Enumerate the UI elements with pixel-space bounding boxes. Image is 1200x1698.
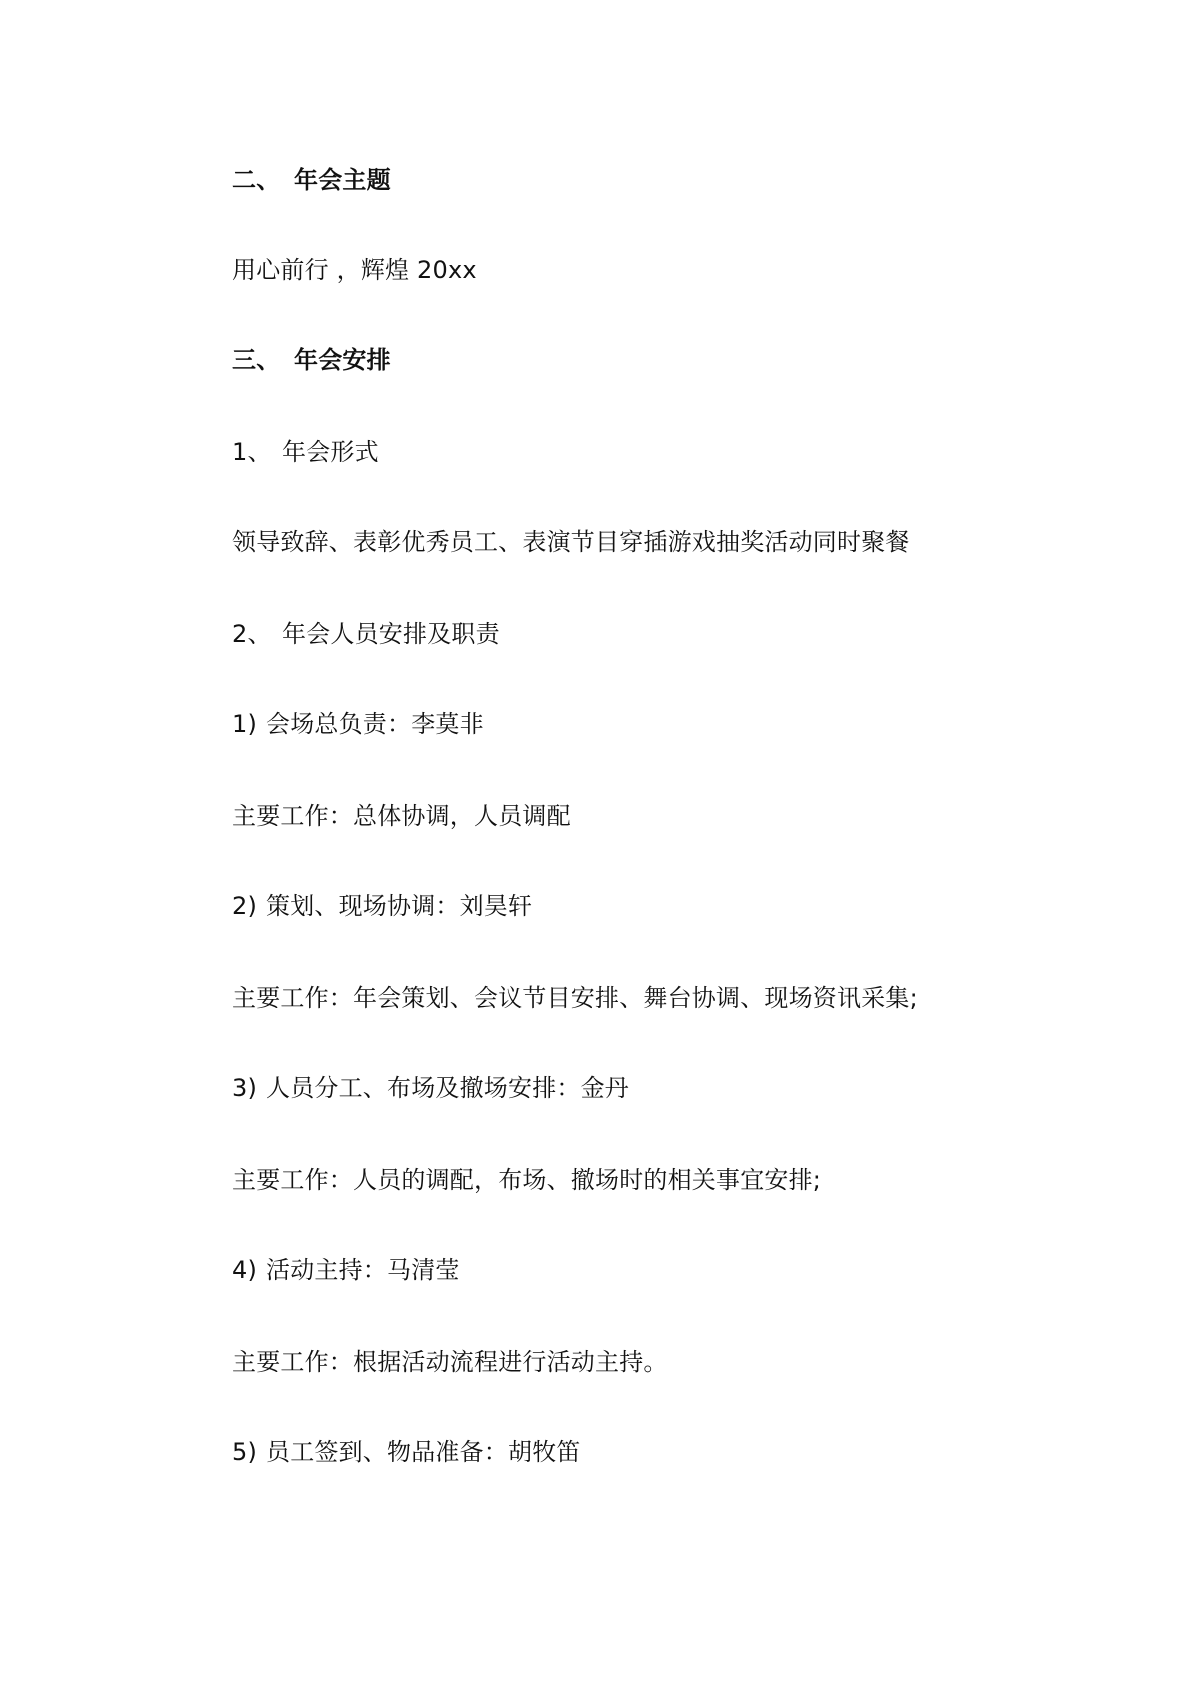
section-heading-theme (232, 164, 391, 196)
staff-item (232, 1072, 629, 1104)
section-title: 年会安排 (294, 346, 391, 374)
staff-item (232, 708, 484, 740)
section-number: 二、 (232, 166, 281, 194)
subsection-title: 年会人员安排及职责 (282, 620, 500, 648)
subheading-form (232, 436, 379, 468)
theme-text: 用心前行 ，辉煌 20xx (232, 256, 477, 284)
staff-duty: 主要工作：人员的调配，布场、撤场时的相关事宜安排; (232, 1166, 822, 1194)
staff-duty: 主要工作：根据活动流程进行活动主持。 (232, 1348, 668, 1376)
section-number: 三、 (232, 346, 281, 374)
item-role: 人员分工、布场及撤场安排：金丹 (266, 1074, 629, 1102)
item-number: 4) (232, 1256, 258, 1284)
subheading-staff (232, 618, 500, 650)
subsection-number: 1、 (232, 438, 272, 466)
item-number: 3) (232, 1074, 258, 1102)
item-number: 2) (232, 892, 258, 920)
subsection-title: 年会形式 (282, 438, 379, 466)
item-role: 活动主持：马清莹 (266, 1256, 460, 1284)
item-role: 员工签到、物品准备：胡牧笛 (266, 1438, 581, 1466)
staff-duty: 主要工作：总体协调，人员调配 (232, 802, 571, 830)
staff-item (232, 1436, 581, 1468)
section-heading-arrangement (232, 344, 391, 376)
item-role: 会场总负责：李莫非 (266, 710, 484, 738)
staff-duty: 主要工作：年会策划、会议节目安排、舞台协调、现场资讯采集; (232, 984, 918, 1012)
item-role: 策划、现场协调：刘昊轩 (266, 892, 533, 920)
form-text: 领导致辞、表彰优秀员工、表演节目穿插游戏抽奖活动同时聚餐 (232, 528, 910, 556)
item-number: 1) (232, 710, 258, 738)
staff-item (232, 890, 532, 922)
staff-item (232, 1254, 460, 1286)
item-number: 5) (232, 1438, 258, 1466)
section-title: 年会主题 (294, 166, 391, 194)
subsection-number: 2、 (232, 620, 272, 648)
